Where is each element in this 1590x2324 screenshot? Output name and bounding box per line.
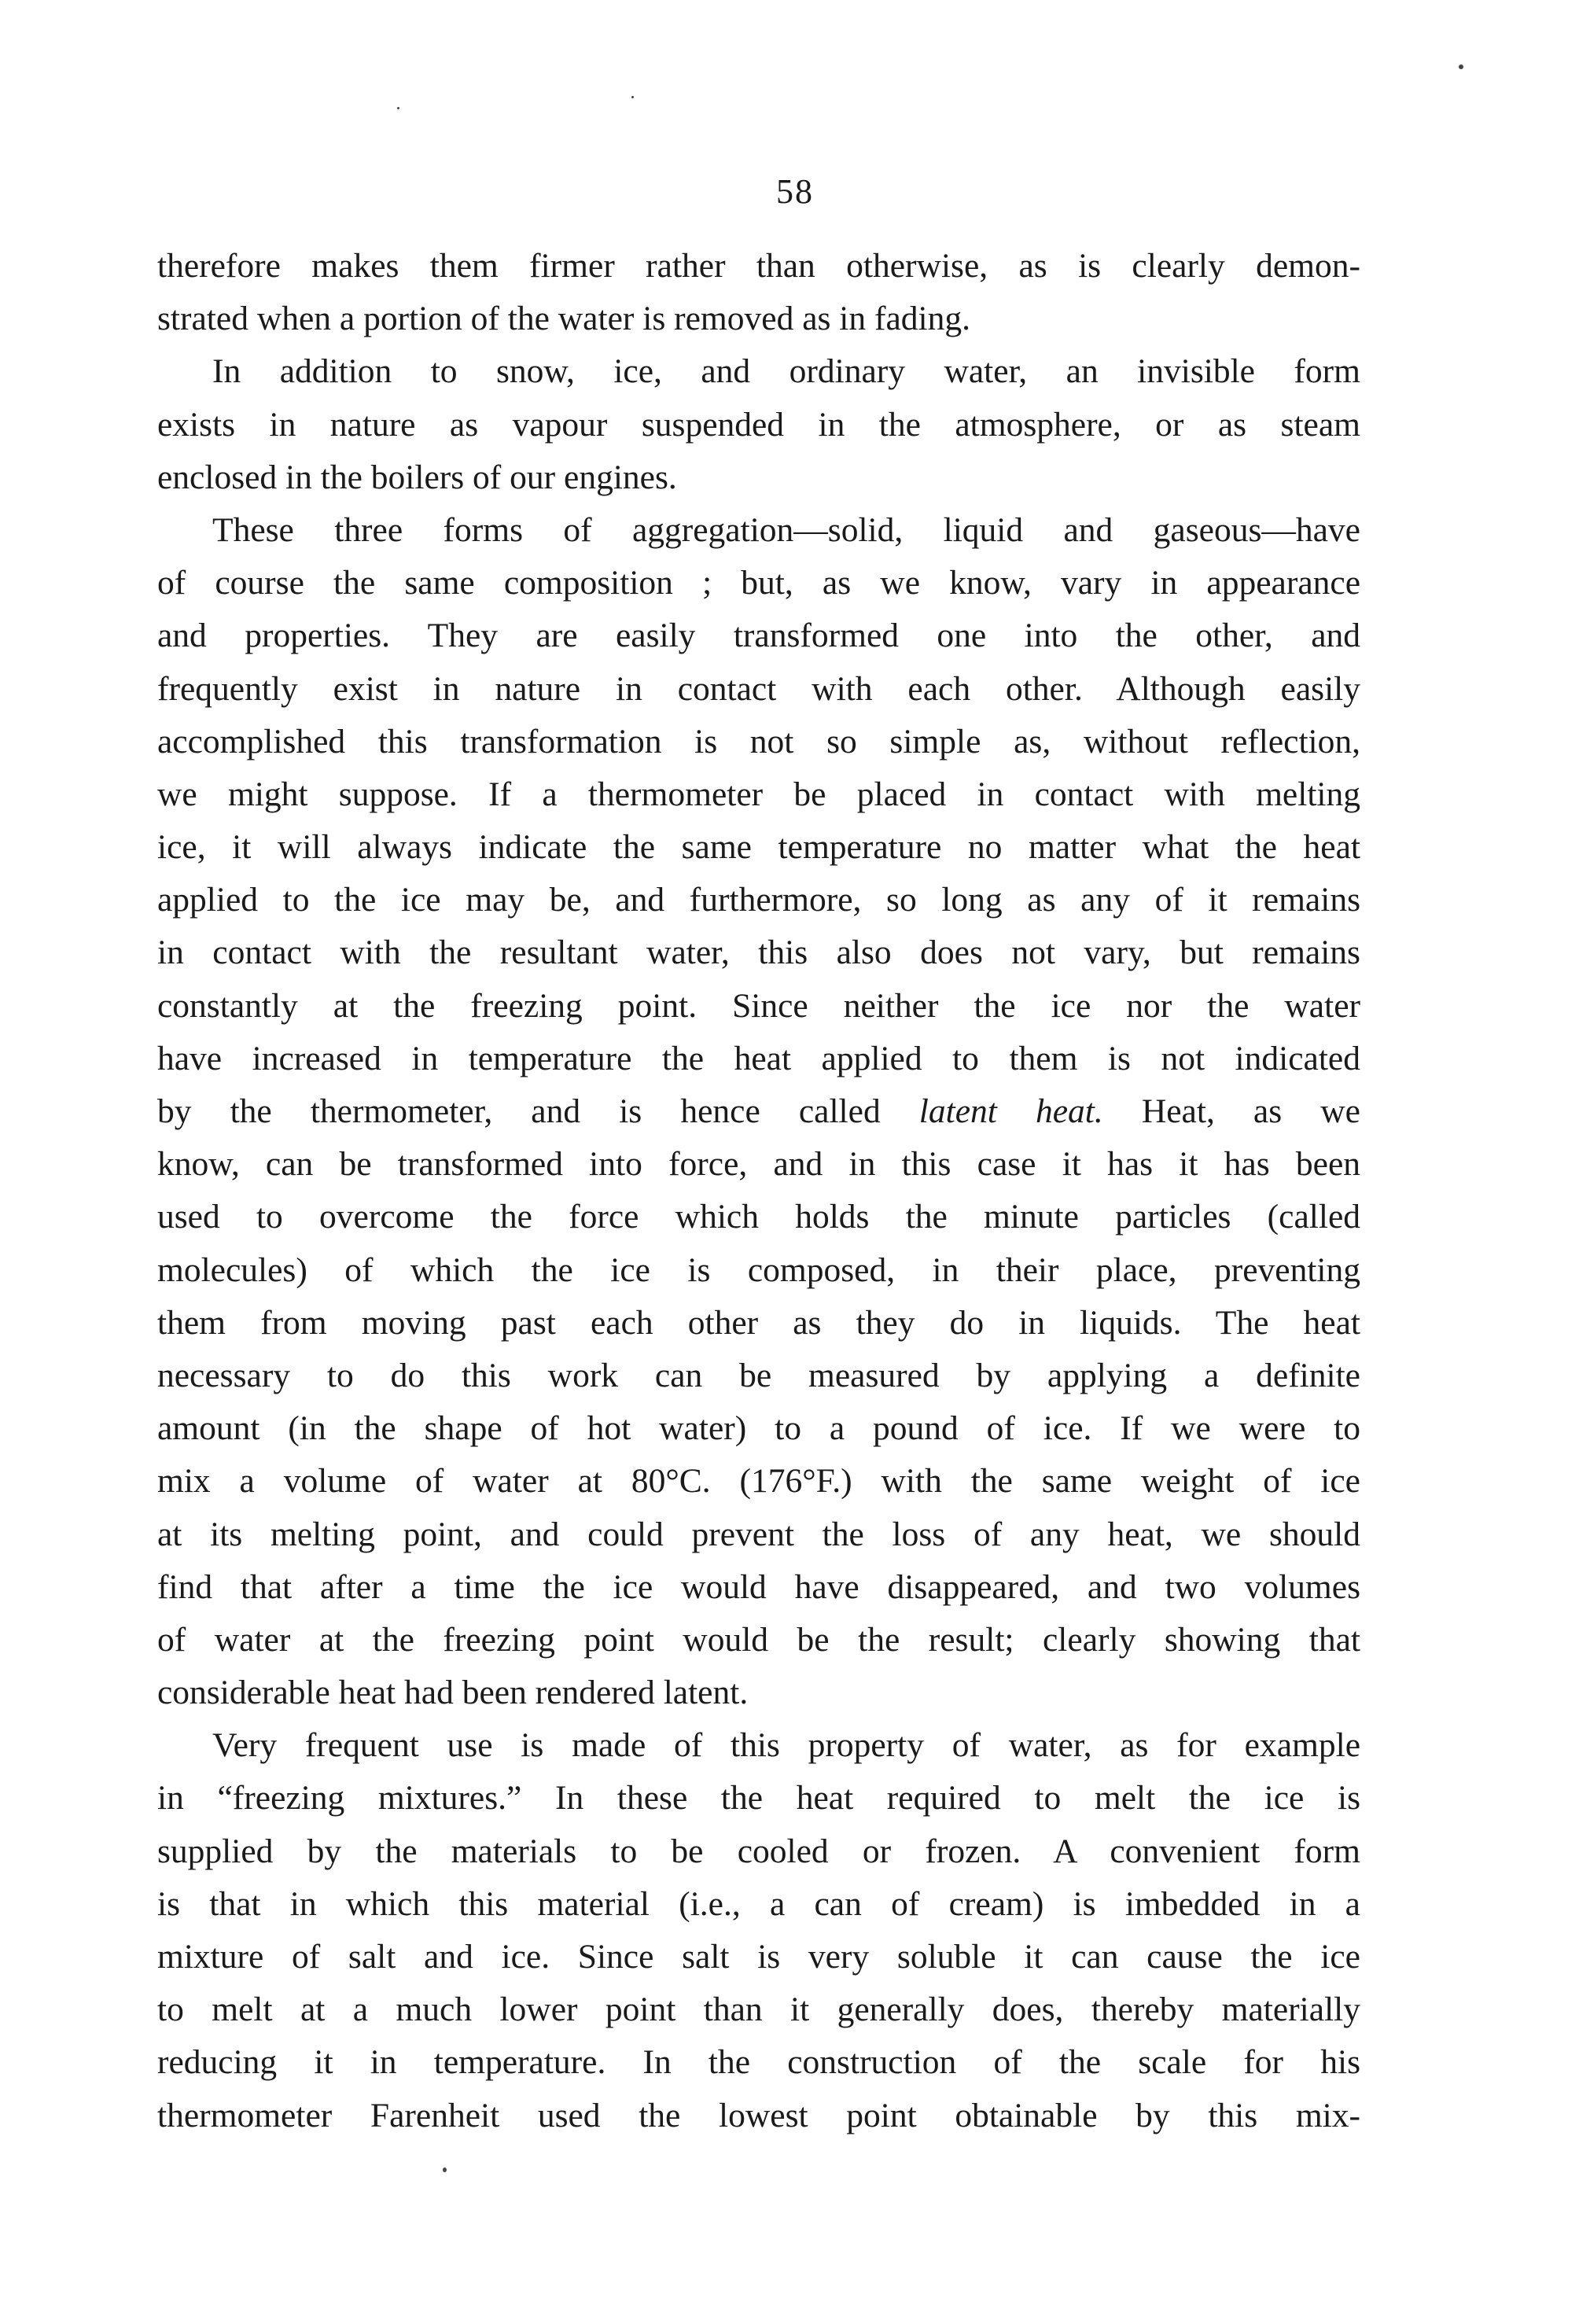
text-line: we might suppose. If a thermometer be placed in contact with melting: [157, 775, 1360, 813]
text-line: considerable heat had been rendered latent.: [157, 1674, 749, 1712]
text-line-with-italic: [157, 1085, 1360, 1138]
text-line: These three forms of aggregation—solid, liquid and gaseous—have: [212, 510, 1360, 549]
text-line: in contact with the resultant water, this also does not vary, but remains: [157, 934, 1360, 972]
text-line: frequently exist in nature in contact with each other. Although easily: [157, 669, 1360, 708]
text-line: and properties. They are easily transformed one into the other, and: [157, 617, 1360, 655]
line-text-after: Heat, as we: [1102, 1092, 1360, 1130]
text-line: thermometer Farenheit used the lowest point obtainable by this mix-: [157, 2096, 1360, 2134]
text-line: accomplished this transformation is not so simple as, without reflection,: [157, 722, 1360, 761]
text-line: in “freezing mixtures.” In these the heat required to melt the ice is: [157, 1779, 1360, 1818]
text-line: reducing it in temperature. In the construction of the scale for his: [157, 2043, 1360, 2082]
text-line: exists in nature as vapour suspended in the atmosphere, or as steam: [157, 405, 1360, 444]
scan-speck: [1459, 64, 1463, 69]
text-line: find that after a time the ice would have disappeared, and two volumes: [157, 1567, 1360, 1606]
text-line: of course the same composition ; but, as we know, vary in appearance: [157, 564, 1360, 602]
text-line: to melt at a much lower point than it generally does, thereby materially: [157, 1991, 1360, 2029]
text-line: strated when a portion of the water is removed as in fading.: [157, 300, 971, 338]
text-line: amount (in the shape of hot water) to a pound of ice. If we were to: [157, 1409, 1360, 1448]
body-text: [157, 240, 1360, 2142]
text-line: supplied by the materials to be cooled or frozen. A convenient form: [157, 1832, 1360, 1870]
scan-speck: [397, 107, 399, 109]
text-line: constantly at the freezing point. Since neither the ice nor the water: [157, 986, 1360, 1025]
text-line: of water at the freezing point would be the result; clearly showing that: [157, 1620, 1360, 1659]
line-text-before: by the thermometer, and is hence called: [157, 1092, 919, 1130]
text-line: therefore makes them firmer rather than otherwise, as is clearly demon-: [157, 247, 1360, 285]
text-line: is that in which this material (i.e., a can of cream) is imbedded in a: [157, 1884, 1360, 1923]
text-line: have increased in temperature the heat applied to them is not indicated: [157, 1039, 1360, 1077]
text-line: molecules) of which the ice is composed, in their place, preventing: [157, 1250, 1360, 1289]
text-line: In addition to snow, ice, and ordinary water, an invisible form: [212, 352, 1360, 391]
text-line: know, can be transformed into force, and in this case it has it has been: [157, 1145, 1360, 1184]
text-line: necessary to do this work can be measured by applying a definite: [157, 1356, 1360, 1394]
text-line: used to overcome the force which holds the minute particles (called: [157, 1198, 1360, 1236]
text-line: them from moving past each other as they do in liquids. The heat: [157, 1303, 1360, 1342]
text-line: mixture of salt and ice. Since salt is very soluble it can cause the ice: [157, 1938, 1360, 1976]
page-number: 58: [776, 172, 814, 211]
scan-speck: [631, 96, 634, 98]
text-line: Very frequent use is made of this property of water, as for example: [212, 1726, 1360, 1765]
text-line: applied to the ice may be, and furthermore, so long as any of it remains: [157, 881, 1360, 919]
scan-speck: [443, 2167, 447, 2172]
text-line: mix a volume of water at 80°C. (176°F.) with the same weight of ice: [157, 1462, 1360, 1501]
italic-term: latent heat.: [918, 1092, 1103, 1130]
text-line: enclosed in the boilers of our engines.: [157, 458, 677, 496]
text-line: at its melting point, and could prevent the loss of any heat, we should: [157, 1515, 1360, 1553]
text-line: ice, it will always indicate the same temperature no matter what the heat: [157, 828, 1360, 867]
